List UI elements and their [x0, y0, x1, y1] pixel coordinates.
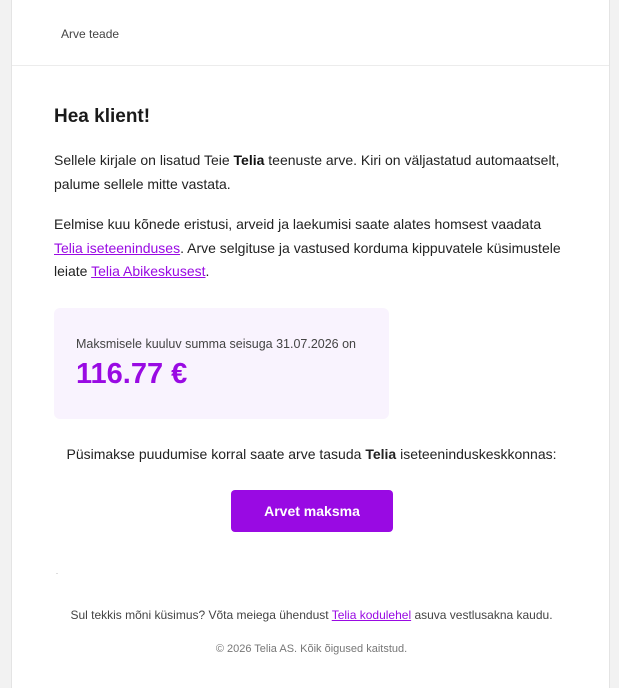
- footer-contact-text: [54, 608, 569, 622]
- homepage-link[interactable]: Telia kodulehel: [331, 608, 412, 622]
- email-container: [11, 0, 610, 688]
- footer-text-after: asuva vestlusakna kaudu.: [411, 608, 553, 622]
- pay-note-brand: Telia: [365, 446, 397, 462]
- pay-invoice-button[interactable]: Arvet maksma: [231, 490, 393, 532]
- email-header: [12, 0, 609, 66]
- amount-box: [54, 308, 389, 419]
- intro-text-before: Sellele kirjale on lisatud Teie: [54, 152, 234, 168]
- pay-note: [54, 446, 569, 462]
- help-center-link[interactable]: Telia Abikeskusest: [91, 263, 206, 279]
- amount-value: 116.77 €: [76, 358, 188, 390]
- pay-note-after: iseteeninduskeskkonnas:: [396, 446, 557, 462]
- info-text-before: Eelmise kuu kõnede eristusi, arveid ja laekumisi saate alates homsest vaadata: [54, 216, 542, 232]
- greeting-heading: Hea klient!: [54, 106, 151, 127]
- intro-brand: Telia: [233, 152, 265, 168]
- self-service-link[interactable]: Telia iseteeninduses: [54, 239, 181, 256]
- divider-dot: [56, 573, 58, 574]
- info-text-middle: . Arve selgituse ja vastused korduma kippuvatele küsimustele leiate: [54, 239, 561, 279]
- intro-text-after: teenuste arve. Kiri on väljastatud automaatselt, palume sellele mitte vastata.: [54, 152, 560, 192]
- intro-paragraph: [54, 149, 569, 196]
- info-paragraph: [54, 213, 569, 284]
- amount-label: Maksmisele kuuluv summa seisuga 31.07.2026 on: [76, 337, 357, 351]
- pay-note-before: Püsimakse puudumise korral saate arve tasuda: [66, 446, 366, 462]
- header-title: Arve teade: [61, 27, 120, 41]
- info-text-after: .: [205, 263, 210, 279]
- copyright-text: © 2026 Telia AS. Kõik õigused kaitstud.: [215, 643, 408, 655]
- footer-text-before: Sul tekkis mõni küsimus? Võta meiega ühendust: [70, 608, 332, 622]
